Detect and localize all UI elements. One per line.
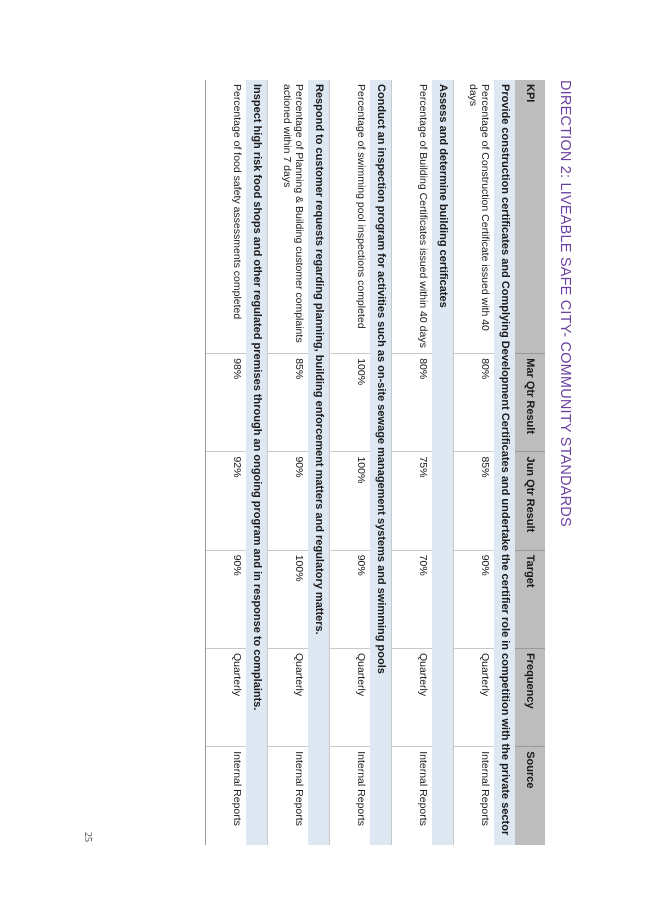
header-kpi: KPI: [515, 80, 545, 354]
page-number: 25: [82, 832, 93, 842]
target-cell: 90%: [454, 550, 495, 648]
section-heading: Provide construction certificates and Complying Development Certificates and undertake the certifier role in competition with the private sector: [494, 80, 515, 845]
jun-result-cell: 75%: [392, 452, 433, 550]
mar-result-cell: 80%: [392, 354, 433, 452]
table-row: [268, 80, 309, 845]
section-heading: Assess and determine building certificates: [432, 80, 454, 845]
mar-result-cell: 98%: [206, 354, 247, 452]
table-header-row: [515, 80, 545, 845]
jun-result-cell: 100%: [330, 452, 371, 550]
source-cell: Internal Reports: [454, 747, 495, 845]
section-heading-row: [370, 80, 392, 845]
kpi-cell: Percentage of swimming pool inspections completed: [330, 80, 371, 354]
table-row: [206, 80, 247, 845]
source-cell: Internal Reports: [392, 747, 433, 845]
kpi-cell: Percentage of food safety assessments completed: [206, 80, 247, 354]
section-heading: Inspect high risk food shops and other regulated premises through an ongoing program and in response to complaints.: [246, 80, 268, 845]
frequency-cell: Quarterly: [454, 648, 495, 746]
kpi-table: [205, 80, 545, 845]
frequency-cell: Quarterly: [330, 648, 371, 746]
source-cell: Internal Reports: [206, 747, 247, 845]
header-source: Source: [515, 747, 545, 845]
target-cell: 90%: [330, 550, 371, 648]
source-cell: Internal Reports: [330, 747, 371, 845]
target-cell: 90%: [206, 550, 247, 648]
frequency-cell: Quarterly: [206, 648, 247, 746]
mar-result-cell: 80%: [454, 354, 495, 452]
frequency-cell: Quarterly: [268, 648, 309, 746]
header-frequency: Frequency: [515, 648, 545, 746]
mar-result-cell: 100%: [330, 354, 371, 452]
jun-result-cell: 92%: [206, 452, 247, 550]
jun-result-cell: 90%: [268, 452, 309, 550]
table-row: [330, 80, 371, 845]
target-cell: 100%: [268, 550, 309, 648]
table-row: [454, 80, 495, 845]
header-jun-qtr: Jun Qtr Result: [515, 452, 545, 550]
target-cell: 70%: [392, 550, 433, 648]
section-heading-row: [494, 80, 515, 845]
kpi-cell: Percentage of Construction Certificate issued with 40 days: [454, 80, 495, 354]
section-heading: Respond to customer requests regarding planning, building enforcement matters and regulatory matters.: [308, 80, 330, 845]
page-title: DIRECTION 2: LIVEABLE SAFE CITY- COMMUNITY STANDARDS: [557, 80, 573, 527]
kpi-cell: Percentage of Planning & Building customer complaints actioned within 7 days: [268, 80, 309, 354]
source-cell: Internal Reports: [268, 747, 309, 845]
frequency-cell: Quarterly: [392, 648, 433, 746]
section-heading-row: [308, 80, 330, 845]
header-mar-qtr: Mar Qtr Result: [515, 354, 545, 452]
section-heading-row: [246, 80, 268, 845]
kpi-cell: Percentage of Building Certificates issued within 40 days: [392, 80, 433, 354]
section-heading-row: [432, 80, 454, 845]
section-heading: Conduct an inspection program for activities such as on-site sewage management systems and swimming pools: [370, 80, 392, 845]
table-row: [392, 80, 433, 845]
header-target: Target: [515, 550, 545, 648]
jun-result-cell: 85%: [454, 452, 495, 550]
mar-result-cell: 85%: [268, 354, 309, 452]
